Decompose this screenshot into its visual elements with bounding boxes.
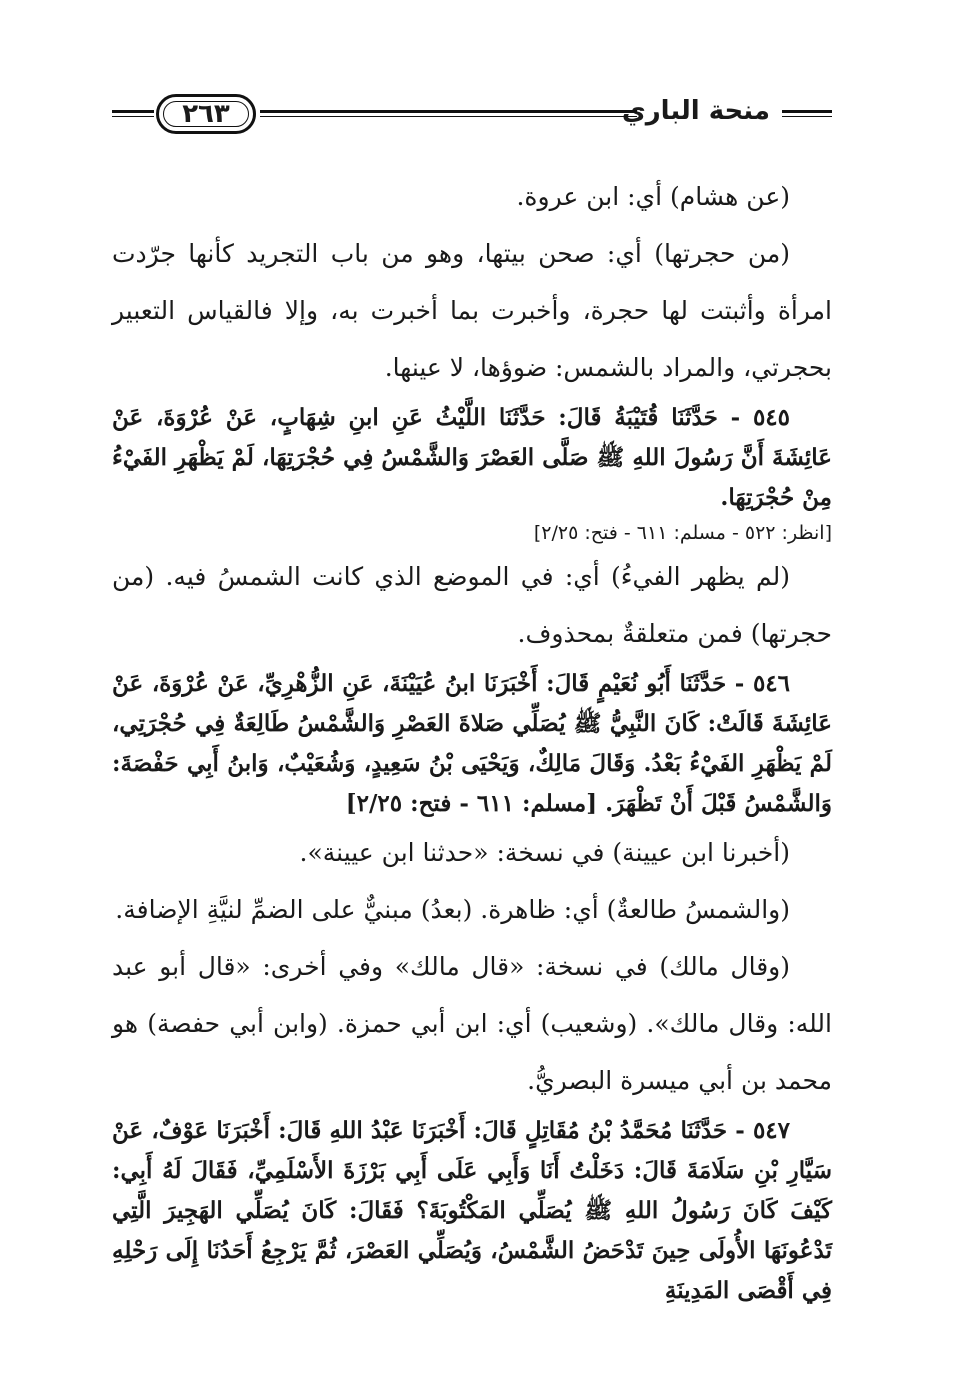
- hadith-body: ٥٤٦ - حَدَّثَنَا أَبُو نُعَيْمٍ قَالَ: أَخْبَرَنَا ابنُ عُيَيْنَةَ، عَنِ الزُّهْرِيِّ، عَنْ عُرْوَةَ، عَنْ عَائِشَةَ قَالَتْ: كَانَ النَّبِيُّ ﷺ يُصَلِّي صَلاةَ العَصْرِ وَالشَّمْسُ طَالِعَةٌ فِي حُجْرَتِي، لَمْ يَظْهَرِ الفَيْءُ بَعْدُ. وَقَالَ مَالِكٌ، وَيَحْيَى بْنُ سَعِيدٍ، وَشُعَيْبٌ، وَابنُ أَبِي حَفْصَةَ: وَالشَّمْسُ قَبْلَ أَنْ تَظْهَرَ. [مسلم: ٦١١ - فتح: ٢/٢٥]: [112, 670, 832, 817]
- commentary-paragraph: (من حجرتها) أي: صحن بيتها، وهو من باب التجريد كأنها جرّدت امرأة وأثبتت لها حجرة، وأخبرت بما أخبرت به، وإلا فالقياس التعبير بحجرتي، والمراد بالشمس: ضوؤها، لا عينها.: [112, 239, 832, 382]
- page-body: [112, 168, 832, 1311]
- header-rule-left: [112, 110, 154, 117]
- hadith-reference: [انظر: ٥٢٢ - مسلم: ٦١١ - فتح: ٢/٢٥]: [533, 522, 832, 544]
- page-number: ٢٦٣: [156, 94, 256, 134]
- page-header: [112, 92, 832, 140]
- hadith-body: ٥٤٥ - حَدَّثَنَا قُتَيْبَةُ قَالَ: حَدَّثَنَا اللَّيْثُ عَنِ ابنِ شِهَابٍ، عَنْ عُرْوَةَ، عَنْ عَائِشَةَ أَنَّ رَسُولَ اللهِ ﷺ صَلَّى العَصْرَ وَالشَّمْسُ فِي حُجْرَتِهَا، لَمْ يَظْهَرِ الفَيْءُ مِنْ حُجْرَتِهَا.: [112, 404, 832, 511]
- running-title: منحة الباري: [621, 96, 770, 126]
- hadith-body: ٥٤٧ - حَدَّثَنَا مُحَمَّدُ بْنُ مُقَاتِلٍ قَالَ: أَخْبَرَنَا عَبْدُ اللهِ قَالَ: أَخْبَرَنَا عَوْفٌ، عَنْ سَيَّارِ بْنِ سَلَامَةَ قَالَ: دَخَلْتُ أَنَا وَأَبِي عَلَى أَبِي بَرْزَةَ الأَسْلَمِيِّ، فَقَالَ لَهُ أَبِي: كَيْفَ كَانَ رَسُولُ اللهِ ﷺ يُصَلِّي المَكْتُوبَةَ؟ فَقَالَ: كَانَ يُصَلِّي الهَجِيرَ الَّتِي تَدْعُونَهَا الأُولَى حِينَ تَدْحَضُ الشَّمْسُ، وَيُصَلِّي العَصْرَ، ثُمَّ يَرْجِعُ أَحَدُنَا إِلَى رَحْلِهِ فِي أَقْصَى المَدِينَةِ: [112, 1117, 832, 1304]
- commentary-paragraph: (والشمسُ طالعةٌ) أي: ظاهرة. (بعدُ) مبنيٌّ على الضمِّ لنيَّةِ الإضافة.: [115, 895, 790, 924]
- hadith-text: [112, 664, 832, 824]
- commentary-paragraph: (لم يظهر الفيءُ) أي: في الموضع الذي كانت الشمسُ فيه. (من حجرتها) فمن متعلقةٌ بمحذوف.: [112, 562, 832, 648]
- commentary-paragraph: (أخبرنا ابن عيينة) في نسخة: «حدثنا ابن عيينة».: [299, 838, 790, 867]
- commentary-paragraph: (عن هشام) أي: ابن عروة.: [516, 182, 790, 211]
- hadith-text: [112, 398, 832, 548]
- header-rule-right: [782, 110, 832, 117]
- commentary-paragraph: (وقال مالك) في نسخة: «قال مالك» وفي أخرى: «قال أبو عبد الله: وقال مالك». (وشعيب) أي: ابن أبي حمزة. (وابن أبي حفصة) هو محمد بن أبي ميسرة البصريُّ.: [112, 952, 832, 1095]
- hadith-text: [112, 1111, 832, 1311]
- header-rule-middle: [260, 110, 637, 117]
